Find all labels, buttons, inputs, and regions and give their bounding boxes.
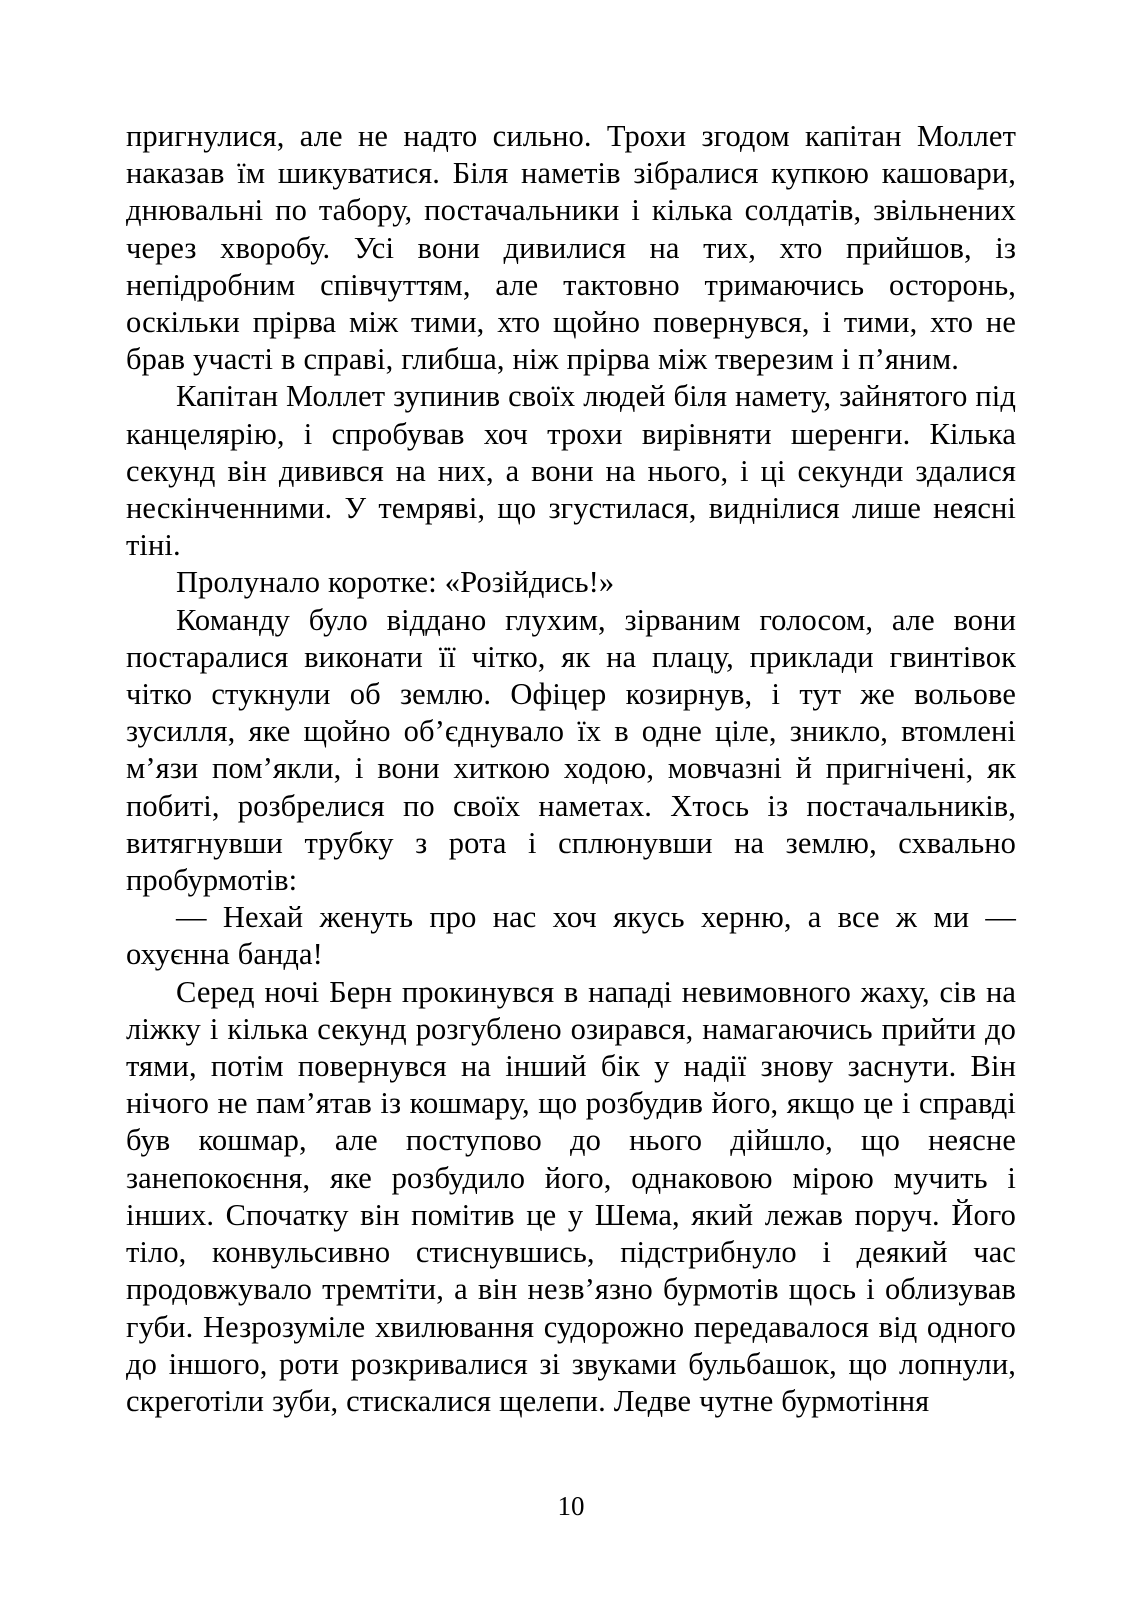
page-number: 10 [557, 1491, 585, 1521]
paragraph-2: Капітан Моллет зупинив своїх людей біля намету, зайнятого під канцелярію, і спробував хоч трохи вирівняти шеренги. Кілька секунд він дивився на них, а вони на нього, і ці секунди здалися нескінченними. У темряві, що згустилася, виднілися лише неясні тіні. [126, 379, 1016, 563]
paragraph-4: Команду було віддано глухим, зірваним голосом, але вони постаралися виконати її чітко, як на плацу, приклади гвинтівок чітко стукнули об землю. Офіцер козирнув, і тут же вольове зусилля, яке щойно об’єднувало їх в одне ціле, зникло, втомлені м’язи пом’якли, і вони хиткою ходою, мовчазні й пригнічені, як побиті, розбрелися по своїх наметах. Хтось із постачальників, витягнувши трубку з рота і сплюнувши на землю, схвально пробурмотів: [126, 602, 1016, 898]
page-text-block [126, 118, 1016, 1420]
paragraph-6: Серед ночі Берн прокинувся в нападі невимовного жаху, сів на ліжку і кілька секунд розгублено озирався, намагаючись прийти до тями, потім повернувся на інший бік у надії знову заснути. Він нічого не пам’ятав із кошмару, що розбудив його, якщо це і справді був кошмар, але поступово до нього дійшло, що неясне занепокоєння, яке розбудило його, однаковою мірою мучить і інших. Спочатку він помітив це у Шема, який лежав поруч. Його тіло, конвульсивно стиснувшись, підстрибнуло і деякий час продовжувало тремтіти, а він незв’язно бурмотів щось і облизував губи. Незрозуміле хвилювання судорожно передавалося від одного до іншого, роти розкривалися зі звуками бульбашок, що лопнули, скреготіли зуби, стискалися щелепи. Ледве чутне бурмотіння [126, 974, 1016, 1418]
paragraph-3: Пролунало коротке: «Розійдись!» [176, 565, 615, 600]
paragraph-5: — Нехай женуть про нас хоч якусь херню, а все ж ми — охуєнна банда! [126, 900, 1016, 972]
paragraph-1: пригнулися, але не надто сильно. Трохи згодом капітан Моллет наказав їм шикуватися. Біля наметів зібралися купкою кашовари, днювальні по табору, постачальники і кілька солдатів, звільнених через хворобу. Усі вони дивилися на тих, хто прийшов, із непідробним співчуттям, але тактовно тримаючись осторонь, оскільки прірва між тими, хто щойно повернувся, і тими, хто не брав участі в справі, глибша, ніж прірва між тверезим і п’яним. [126, 119, 1016, 377]
